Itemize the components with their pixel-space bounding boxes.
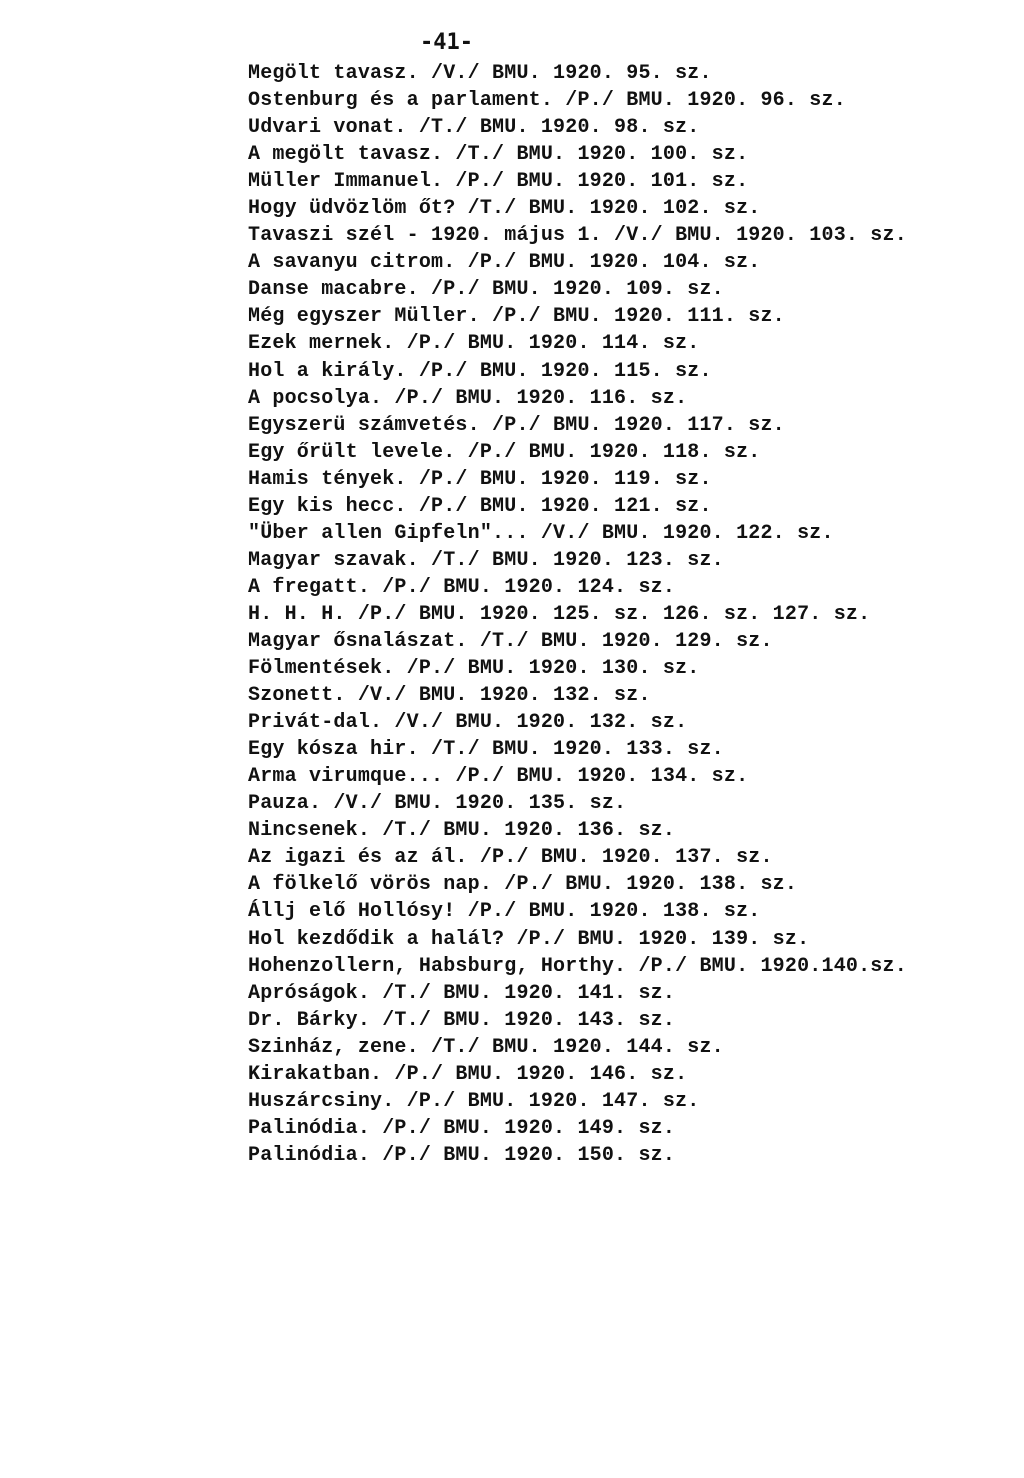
- bibliography-entry: Ezek mernek. /P./ BMU. 1920. 114. sz.: [248, 332, 700, 356]
- bibliography-entry: Még egyszer Müller. /P./ BMU. 1920. 111. sz.: [248, 305, 785, 329]
- bibliography-entry: A fölkelő vörös nap. /P./ BMU. 1920. 138. sz.: [248, 873, 798, 897]
- bibliography-entry: Danse macabre. /P./ BMU. 1920. 109. sz.: [248, 278, 724, 302]
- bibliography-entry: Hol kezdődik a halál? /P./ BMU. 1920. 139. sz.: [248, 927, 810, 951]
- bibliography-entry: Hol a király. /P./ BMU. 1920. 115. sz.: [248, 359, 712, 383]
- bibliography-entry: Huszárcsiny. /P./ BMU. 1920. 147. sz.: [248, 1089, 700, 1113]
- bibliography-entry: Magyar szavak. /T./ BMU. 1920. 123. sz.: [248, 548, 724, 572]
- bibliography-entry: Szinház, zene. /T./ BMU. 1920. 144. sz.: [248, 1035, 724, 1059]
- bibliography-entry: A fregatt. /P./ BMU. 1920. 124. sz.: [248, 575, 676, 599]
- bibliography-entry: A pocsolya. /P./ BMU. 1920. 116. sz.: [248, 386, 688, 410]
- bibliography-entry: Állj elő Hollósy! /P./ BMU. 1920. 138. sz.: [248, 900, 761, 924]
- bibliography-entry: Dr. Bárky. /T./ BMU. 1920. 143. sz.: [248, 1008, 676, 1032]
- bibliography-entry: H. H. H. /P./ BMU. 1920. 125. sz. 126. sz. 127. sz.: [248, 602, 871, 626]
- bibliography-entry: Szonett. /V./ BMU. 1920. 132. sz.: [248, 684, 651, 708]
- bibliography-entry: Palinódia. /P./ BMU. 1920. 150. sz.: [248, 1143, 676, 1167]
- bibliography-entry: Udvari vonat. /T./ BMU. 1920. 98. sz.: [248, 116, 700, 140]
- bibliography-entry: A megölt tavasz. /T./ BMU. 1920. 100. sz.: [248, 143, 749, 167]
- bibliography-entry: Müller Immanuel. /P./ BMU. 1920. 101. sz.: [248, 170, 749, 194]
- bibliography-entry: Egy kis hecc. /P./ BMU. 1920. 121. sz.: [248, 494, 712, 518]
- bibliography-entry: Egy kósza hir. /T./ BMU. 1920. 133. sz.: [248, 738, 724, 762]
- bibliography-entry: "Über allen Gipfeln"... /V./ BMU. 1920. 122. sz.: [248, 521, 834, 545]
- bibliography-entry: Tavaszi szél - 1920. május 1. /V./ BMU. 1920. 103. sz.: [248, 224, 907, 248]
- bibliography-entry: Ostenburg és a parlament. /P./ BMU. 1920. 96. sz.: [248, 89, 846, 113]
- bibliography-entry: Privát-dal. /V./ BMU. 1920. 132. sz.: [248, 711, 688, 735]
- bibliography-entry: Kirakatban. /P./ BMU. 1920. 146. sz.: [248, 1062, 688, 1086]
- page-number: -41-: [420, 30, 473, 55]
- bibliography-entry: Egyszerü számvetés. /P./ BMU. 1920. 117. sz.: [248, 413, 785, 437]
- bibliography-entry: Hogy üdvözlöm őt? /T./ BMU. 1920. 102. sz.: [248, 197, 761, 221]
- bibliography-entry: Egy őrült levele. /P./ BMU. 1920. 118. sz.: [248, 440, 761, 464]
- bibliography-entry: Az igazi és az ál. /P./ BMU. 1920. 137. sz.: [248, 846, 773, 870]
- bibliography-entry: Megölt tavasz. /V./ BMU. 1920. 95. sz.: [248, 62, 712, 85]
- bibliography-entry: Apróságok. /T./ BMU. 1920. 141. sz.: [248, 981, 676, 1005]
- bibliography-entry: Pauza. /V./ BMU. 1920. 135. sz.: [248, 792, 627, 816]
- bibliography-entry: Arma virumque... /P./ BMU. 1920. 134. sz.: [248, 765, 749, 789]
- bibliography-entry: Hamis tények. /P./ BMU. 1920. 119. sz.: [248, 467, 712, 491]
- bibliography-entry: Palinódia. /P./ BMU. 1920. 149. sz.: [248, 1116, 676, 1140]
- bibliography-entry: Fölmentések. /P./ BMU. 1920. 130. sz.: [248, 657, 700, 681]
- bibliography-entry: Hohenzollern, Habsburg, Horthy. /P./ BMU. 1920.140.sz.: [248, 954, 907, 978]
- bibliography-list: [248, 60, 1008, 1169]
- bibliography-entry: A savanyu citrom. /P./ BMU. 1920. 104. sz.: [248, 251, 761, 275]
- bibliography-entry: Nincsenek. /T./ BMU. 1920. 136. sz.: [248, 819, 676, 843]
- bibliography-entry: Magyar ősnalászat. /T./ BMU. 1920. 129. sz.: [248, 629, 773, 653]
